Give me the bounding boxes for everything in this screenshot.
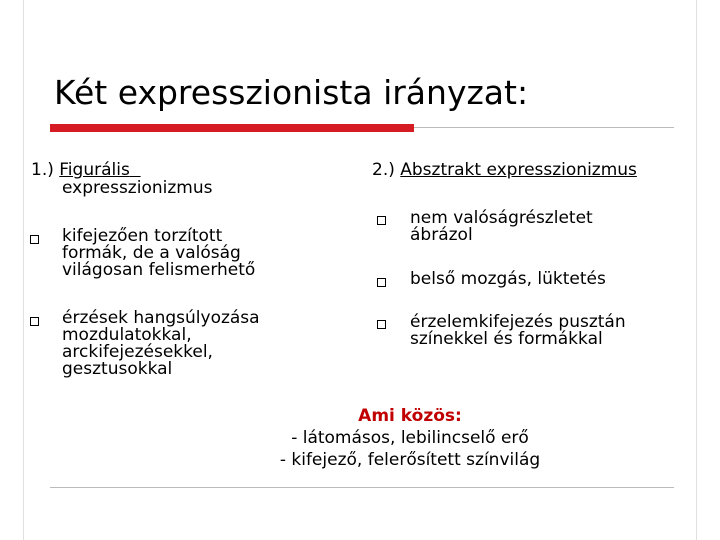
bullet-icon	[30, 317, 39, 326]
title-rule	[414, 127, 674, 128]
left-heading-line1: Figurális	[59, 160, 130, 180]
right-heading-text: Absztrakt expresszionizmus	[400, 160, 637, 180]
bullet-icon	[377, 216, 386, 225]
common-line-1: - látomásos, lebilincselő erő	[291, 428, 529, 448]
right-item-3-line-2: színekkel és formákkal	[410, 329, 603, 349]
title-accent-bar	[50, 124, 414, 132]
left-item-2-line-3: arckifejezésekkel,	[62, 342, 213, 362]
common-section	[200, 405, 620, 471]
right-item-1-line-1: nem valóságrészletet	[410, 208, 593, 228]
right-item-3	[410, 314, 626, 348]
left-item-2-line-1: érzések hangsúlyozása	[62, 308, 260, 328]
left-heading-prefix: 1.)	[31, 160, 60, 180]
left-item-1-line-1: kifejezően torzított	[62, 226, 223, 246]
bullet-icon	[30, 235, 39, 244]
left-heading	[31, 161, 212, 197]
common-title: Ami közös:	[358, 406, 462, 426]
left-item-1	[62, 228, 255, 279]
right-item-2-line-1: belső mozgás, lüktetés	[410, 269, 606, 289]
left-item-1-line-3: világosan felismerhető	[62, 260, 256, 280]
right-item-1	[410, 210, 593, 244]
right-item-3-line-1: érzelemkifejezés pusztán	[410, 312, 626, 332]
left-item-2-line-4: gesztusokkal	[62, 359, 173, 379]
common-line-2: - kifejező, felerősített színvilág	[279, 450, 541, 470]
right-heading-prefix: 2.)	[372, 160, 401, 180]
left-item-1-line-2: formák, de a valóság	[62, 243, 241, 263]
left-item-2-line-2: mozdulatokkal,	[62, 325, 192, 345]
bottom-rule	[50, 487, 674, 488]
slide-title: Két expresszionista irányzat:	[54, 73, 529, 112]
bullet-icon	[377, 320, 386, 329]
right-item-1-line-2: ábrázol	[410, 225, 473, 245]
right-item-2	[410, 271, 606, 288]
left-item-2	[62, 310, 260, 378]
right-heading	[372, 161, 637, 179]
left-heading-line2: expresszionizmus	[62, 178, 213, 198]
bullet-icon	[377, 278, 386, 287]
